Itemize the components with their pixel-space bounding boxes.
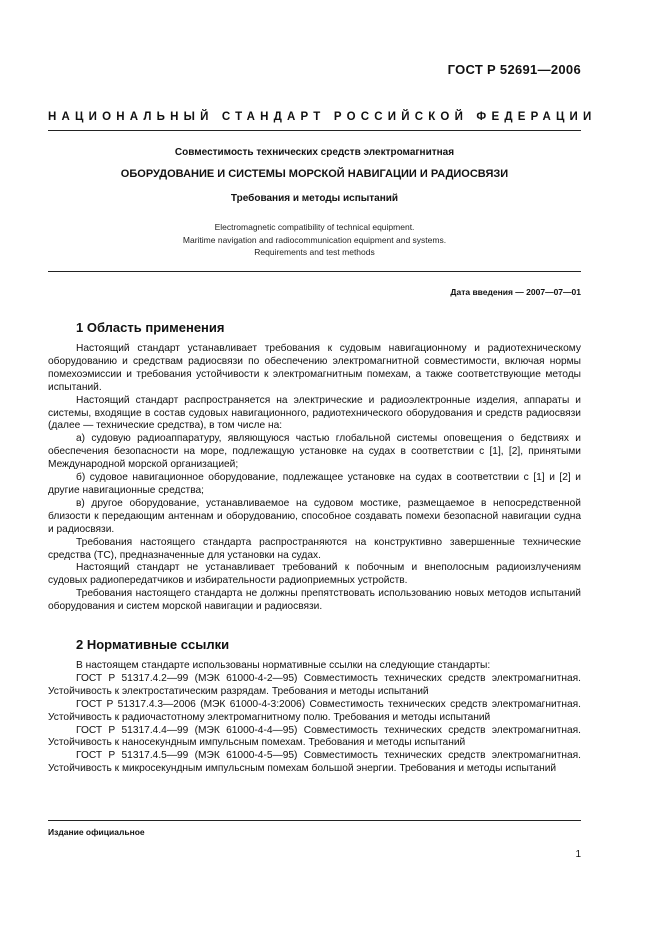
section-2-paragraph: ГОСТ Р 51317.4.4—99 (МЭК 61000-4-4—95) Совместимость технических средств электромагнитная. Устойчивость к наносекундным импульсным помехам. Требования и методы испытаний xyxy=(48,724,581,749)
section-2-body xyxy=(48,660,581,776)
page-number: 1 xyxy=(575,849,581,860)
section-1-paragraph: Настоящий стандарт устанавливает требования к судовым навигационному и радиотехническому оборудованию и средствам радиосвязи по обеспечению электромагнитной совместимости, включая нормы помехоэмиссии и требования устойчивости к электромагнитным помехам, а также соответствующие методы испытаний. xyxy=(48,343,581,393)
section-2-paragraph: ГОСТ Р 51317.4.3—2006 (МЭК 61000-4-3:2006) Совместимость технических средств электромагнитная. Устойчивость к радиочастотному электромагнитному полю. Требования и методы испытаний xyxy=(48,698,581,723)
section-1-paragraph: б) судовое навигационное оборудование, подлежащее установке на судах в соответствии с [1] и [2] и другие навигационные средства; xyxy=(48,472,581,496)
introduction-date: Дата введения — 2007—07—01 xyxy=(450,287,581,297)
english-title-line-1: Electromagnetic compatibility of technical equipment. xyxy=(214,222,415,232)
title-line-3: Требования и методы испытаний xyxy=(230,193,399,204)
section-1-paragraph: Настоящий стандарт не устанавливает требований к побочным и внеполосным радиоизлучениям судовых радиопередатчиков и избирательности радиоприемных устройств. xyxy=(48,562,581,587)
english-title-line-2: Maritime navigation and radiocommunication equipment and systems. xyxy=(182,234,447,245)
section-1-paragraph: Требования настоящего стандарта распространяются на конструктивно завершенные технические средства (ТС), предназначенные для установки на судах. xyxy=(48,536,581,561)
section-1-body xyxy=(48,343,581,614)
national-standard-banner: НАЦИОНАЛЬНЫЙ СТАНДАРТ РОССИЙСКОЙ ФЕДЕРАЦИИ xyxy=(48,111,597,123)
section-1-paragraph: Требования настоящего стандарта не должны препятствовать использованию новых методов испытаний оборудования и систем морской навигации и радиосвязи. xyxy=(48,588,581,613)
section-1-paragraph: Настоящий стандарт распространяется на электрические и радиоэлектронные изделия, аппараты и системы, входящие в состав судовых навигационного, радиотехнического оборудования и средств радиосвязи (далее — технические средства), в том числе на: xyxy=(48,394,581,432)
title-divider xyxy=(48,271,581,272)
title-line-2: ОБОРУДОВАНИЕ И СИСТЕМЫ МОРСКОЙ НАВИГАЦИИ И РАДИОСВЯЗИ xyxy=(120,168,509,180)
section-1-heading: 1 Область применения xyxy=(76,320,225,335)
header-divider xyxy=(48,130,581,131)
section-2-paragraph: ГОСТ Р 51317.4.5—99 (МЭК 61000-4-5—95) Совместимость технических средств электромагнитная. Устойчивость к микросекундным импульсным помехам большой энергии. Требования и методы испытаний xyxy=(48,750,581,775)
section-2-heading: 2 Нормативные ссылки xyxy=(76,637,230,652)
title-line-1: Совместимость технических средств электромагнитная xyxy=(174,147,455,158)
section-2-paragraph: ГОСТ Р 51317.4.2—99 (МЭК 61000-4-2—95) Совместимость технических средств электромагнитная. Устойчивость к электростатическим разрядам. Требования и методы испытаний xyxy=(48,672,581,697)
english-title xyxy=(48,221,581,259)
section-1-paragraph: а) судовую радиоаппаратуру, являющуюся частью глобальной системы оповещения о бедствиях и обеспечения безопасности на море, подлежащую установке на судах в соответствии с [1], [2], принятыми Международной морской организацией; xyxy=(48,433,581,471)
english-title-line-3: Requirements and test methods xyxy=(254,247,375,258)
edition-label: Издание официальное xyxy=(48,827,145,837)
standard-code: ГОСТ Р 52691—2006 xyxy=(447,62,581,77)
footer-divider xyxy=(48,820,581,821)
section-2-paragraph: В настоящем стандарте использованы нормативные ссылки на следующие стандарты: xyxy=(76,660,491,671)
section-1-paragraph: в) другое оборудование, устанавливаемое на судовом мостике, размещаемое в непосредственной близости к передающим антеннам и оборудованию, способное создавать помехи безопасной навигации судна и радиосвязи. xyxy=(48,497,581,535)
